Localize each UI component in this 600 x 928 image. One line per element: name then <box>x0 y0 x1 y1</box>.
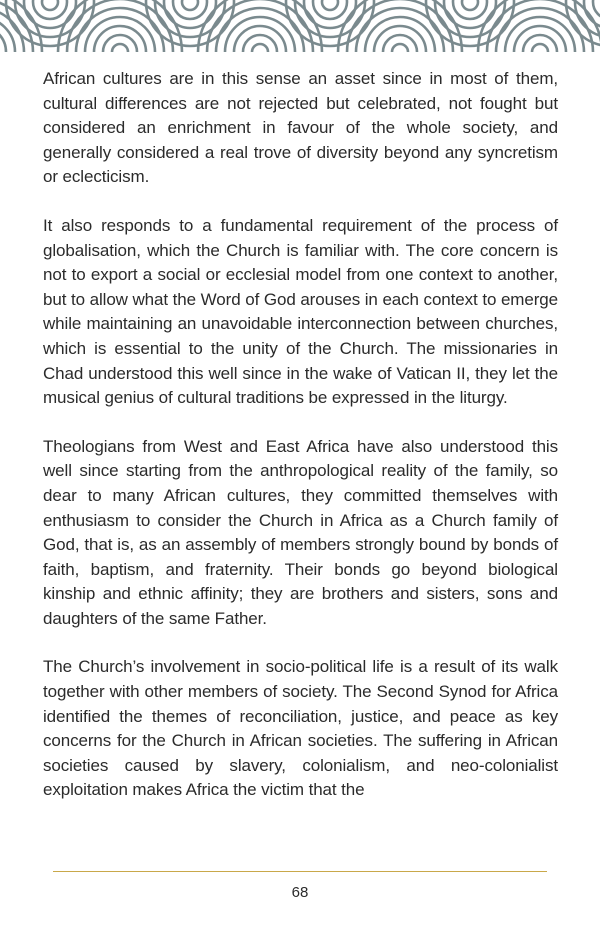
pattern-ring <box>182 0 198 10</box>
pattern-ring <box>322 0 338 10</box>
paragraph-4: The Church’s involvement in socio-political life is a result of its walk together with other members of society. The Second Synod for Africa identified the themes of reconciliation, justice, and peace as key concerns for the Church in African societies. The suffering in African societies caused by slavery, colonialism, and neo-colonialist exploitation makes Africa the victim that the <box>43 657 558 800</box>
paragraph-1: African cultures are in this sense an asset since in most of them, cultural differences are not rejected but celebrated, not fought but considered an enrichment in favour of the whole society, and generally considered a real trove of diversity beyond any syncretism or eclecticism. <box>43 69 558 187</box>
pattern-ring <box>42 0 58 10</box>
pattern-ring <box>286 0 374 46</box>
pattern-ring <box>24 0 76 28</box>
pattern-ring <box>146 0 234 46</box>
pattern-ring <box>374 26 426 52</box>
pattern-ring <box>0 8 24 52</box>
paragraph-2: It also responds to a fundamental requirement of the process of globalisation, which the Church is familiar with. The core concern is not to export a social or ecclesial model from one context to another, but to allow what the Word of God arouses in each context to emerge while maintaining an unavoidable interconnection between churches, which is essential to the unity of the Church. The missionaries in Chad understood this well since in the wake of Vatican II, they let the musical genius of cultural traditions be expressed in the liturgy. <box>43 215 558 408</box>
pattern-ring <box>234 26 286 52</box>
pattern-ring <box>444 0 496 28</box>
page-body <box>43 67 558 827</box>
pattern-ring <box>76 8 164 52</box>
pattern-ring <box>94 26 146 52</box>
pattern-ring <box>593 0 600 19</box>
page-number: 68 <box>291 884 309 901</box>
pattern-ring <box>216 8 304 52</box>
pattern-ring <box>164 0 216 28</box>
footer-divider <box>53 871 547 872</box>
pattern-ring <box>532 44 548 52</box>
pattern-ring <box>514 26 566 52</box>
pattern-ring <box>0 26 6 52</box>
pattern-ring <box>426 0 514 46</box>
pattern-ring <box>356 8 444 52</box>
pattern-ring <box>496 8 584 52</box>
pattern-ring <box>462 0 478 10</box>
pattern-ring <box>6 0 94 46</box>
paragraph-3: Theologians from West and East Africa have also understood this well since starting from the anthropological reality of the family, so dear to many African cultures, they committed themselves with enthusiasm to consider the Church in Africa as a Church family of God, that is, as an assembly of members strongly bound by bonds of faith, baptism, and fraternity. Their bonds go beyond biological kinship and ethnic affinity; they are brothers and sisters, sons and daughters of the same Father. <box>43 436 558 628</box>
pattern-ring <box>392 44 408 52</box>
header-wave-pattern <box>0 0 600 52</box>
pattern-ring <box>252 44 268 52</box>
pattern-ring <box>112 44 128 52</box>
pattern-ring <box>304 0 356 28</box>
